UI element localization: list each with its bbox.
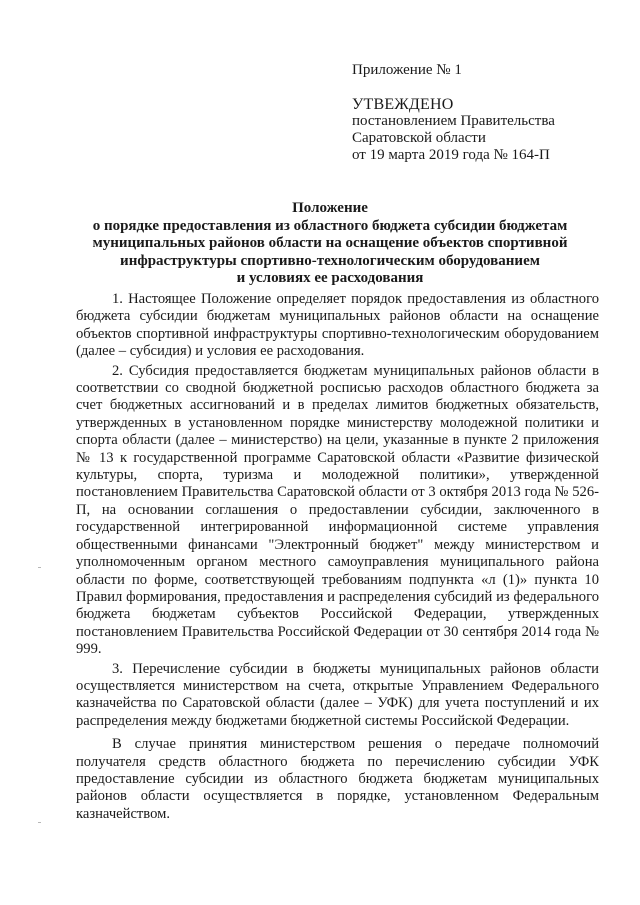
- approval-line-2: Саратовской области: [352, 130, 486, 146]
- paragraph-1: 1. Настоящее Положение определяет порядок предоставления из областного бюджета субсидии бюджетам муниципальных районов области на оснащение объектов спортивной инфраструктуры спортивно-технологическим оборудованием (далее – субсидия) и условия ее расходования.: [76, 291, 599, 360]
- annex-number: Приложение № 1: [352, 62, 462, 78]
- heading-line-1: Положение: [292, 200, 368, 216]
- approval-line-1: постановлением Правительства: [352, 113, 555, 129]
- paragraph-2: 2. Субсидия предоставляется бюджетам муниципальных районов области в соответствии со сводной бюджетной росписью расходов областного бюджета за счет бюджетных ассигнований и в пределах лимитов бюджетных обязательств, утвержденных в установленном порядке министерству молодежной политики и спорта области (далее – министерство) на цели, указанные в пункте 2 приложения № 13 к государственной программе Саратовской области «Развитие физической культуры, спорта, туризма и молодежной политики», утвержденной постановлением Правительства Саратовской области от 3 октября 2013 года № 526-П, на основании соглашения о предоставлении субсидии, заключенного в государственной интегрированной информационной системе управления общественными финансами "Электронный бюджет" между министерством и уполномоченным органом местного самоуправления муниципального района области по форме, соответствующей требованиям подпункта «л (1)» пункта 10 Правил формирования, предоставления и распределения субсидий из федерального бюджета бюджетам субъектов Российской Федерации, утвержденных постановлением Правительства Российской Федерации от 30 сентября 2014 года № 999.: [76, 362, 599, 658]
- heading-line-4: инфраструктуры спортивно-технологическим оборудованием: [120, 252, 540, 269]
- approved-label: УТВЕЖДЕНО: [352, 96, 454, 113]
- paragraph-4: В случае принятия министерством решения о передаче полномочий получателя средств областного бюджета по перечислению субсидии УФК предоставление субсидии из областного бюджета бюджетам муниципальных районов области осуществляется в порядке, установленном Федеральным казначейством.: [76, 736, 599, 822]
- scan-mark: [38, 822, 41, 823]
- approval-stamp: [352, 62, 622, 164]
- document-body: [76, 291, 599, 823]
- document-heading: [60, 200, 600, 288]
- heading-line-3: муниципальных районов области на оснащение объектов спортивной: [92, 235, 568, 251]
- approval-line-3: от 19 марта 2019 года № 164-П: [352, 147, 550, 163]
- scan-mark: [38, 567, 41, 568]
- heading-line-5: и условиях ее расходования: [236, 270, 424, 286]
- heading-line-2: о порядке предоставления из областного бюджета субсидии бюджетам: [92, 217, 568, 234]
- paragraph-3: 3. Перечисление субсидии в бюджеты муниципальных районов области осуществляется министерством на счета, открытые Управлением Федерального казначейства по Саратовской области (далее – УФК) для учета поступлений и их распределения между бюджетами бюджетной системы Российской Федерации.: [76, 660, 599, 729]
